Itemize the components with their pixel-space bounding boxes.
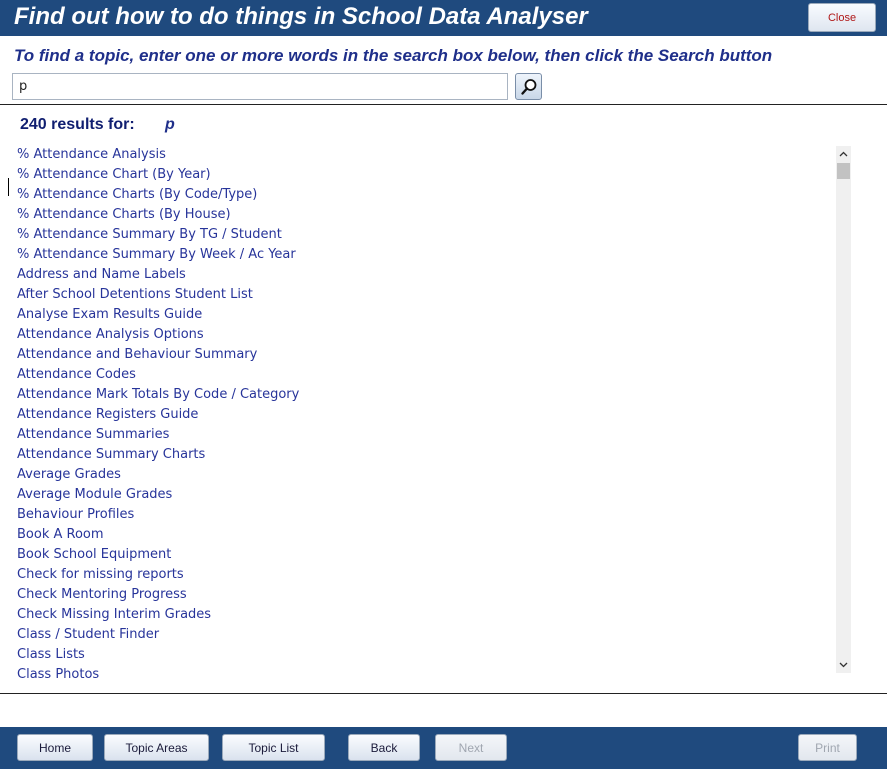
topic-link[interactable]: % Attendance Summary By TG / Student [17, 227, 282, 242]
topic-link[interactable]: Attendance and Behaviour Summary [17, 347, 258, 362]
page-title: Find out how to do things in School Data Analyser [14, 3, 588, 30]
scroll-thumb[interactable] [837, 163, 850, 179]
home-button[interactable]: Home [17, 734, 93, 761]
topic-link[interactable]: % Attendance Chart (By Year) [17, 167, 211, 182]
results-scrollbar[interactable] [836, 146, 851, 673]
topic-link[interactable]: Attendance Mark Totals By Code / Category [17, 387, 300, 402]
topic-link[interactable]: % Attendance Charts (By House) [17, 207, 231, 222]
chevron-up-icon [839, 151, 848, 157]
print-button[interactable]: Print [798, 734, 857, 761]
text-cursor [8, 178, 9, 196]
topic-link[interactable]: After School Detentions Student List [17, 287, 253, 302]
back-button[interactable]: Back [348, 734, 420, 761]
topic-list-button[interactable]: Topic List [222, 734, 325, 761]
search-button[interactable] [515, 73, 542, 100]
topic-link[interactable]: Book A Room [17, 527, 104, 542]
topic-link[interactable]: Check Mentoring Progress [17, 587, 187, 602]
topic-link[interactable]: Average Module Grades [17, 487, 173, 502]
topic-link[interactable]: Attendance Analysis Options [17, 327, 204, 342]
topic-results-list [14, 145, 835, 682]
topic-link[interactable]: % Attendance Analysis [17, 147, 166, 162]
topic-link[interactable]: Analyse Exam Results Guide [17, 307, 203, 322]
search-input[interactable]: p [12, 73, 508, 100]
results-search-term: p [165, 116, 175, 133]
close-button[interactable]: Close [808, 3, 876, 32]
next-button[interactable]: Next [435, 734, 507, 761]
topic-link[interactable]: Attendance Registers Guide [17, 407, 199, 422]
topic-link[interactable]: Class Lists [17, 647, 85, 662]
scroll-down-button[interactable] [836, 657, 851, 673]
topic-link[interactable]: Average Grades [17, 467, 121, 482]
chevron-down-icon [839, 662, 848, 668]
divider-top [0, 104, 887, 105]
topic-link[interactable]: Attendance Codes [17, 367, 136, 382]
topic-link[interactable]: Behaviour Profiles [17, 507, 135, 522]
topic-link[interactable]: Class / Student Finder [17, 627, 160, 642]
results-count: 240 results for: [20, 116, 135, 133]
topic-link[interactable]: Attendance Summaries [17, 427, 170, 442]
topic-link[interactable]: % Attendance Charts (By Code/Type) [17, 187, 258, 202]
topic-link[interactable]: Class Photos [17, 667, 100, 682]
topic-link[interactable]: Attendance Summary Charts [17, 447, 206, 462]
topic-link[interactable]: Check Missing Interim Grades [17, 607, 212, 622]
topic-link[interactable]: % Attendance Summary By Week / Ac Year [17, 247, 296, 262]
search-instructions: To find a topic, enter one or more words in the search box below, then click the Search button [14, 46, 773, 65]
topic-link[interactable]: Address and Name Labels [17, 267, 186, 282]
topic-link[interactable]: Check for missing reports [17, 567, 184, 582]
topic-areas-button[interactable]: Topic Areas [104, 734, 209, 761]
divider-bottom [0, 693, 887, 694]
title-bar [0, 0, 887, 36]
scroll-up-button[interactable] [836, 146, 851, 162]
footer-bar [0, 727, 887, 769]
magnifier-icon [520, 78, 538, 96]
topic-link[interactable]: Book School Equipment [17, 547, 172, 562]
